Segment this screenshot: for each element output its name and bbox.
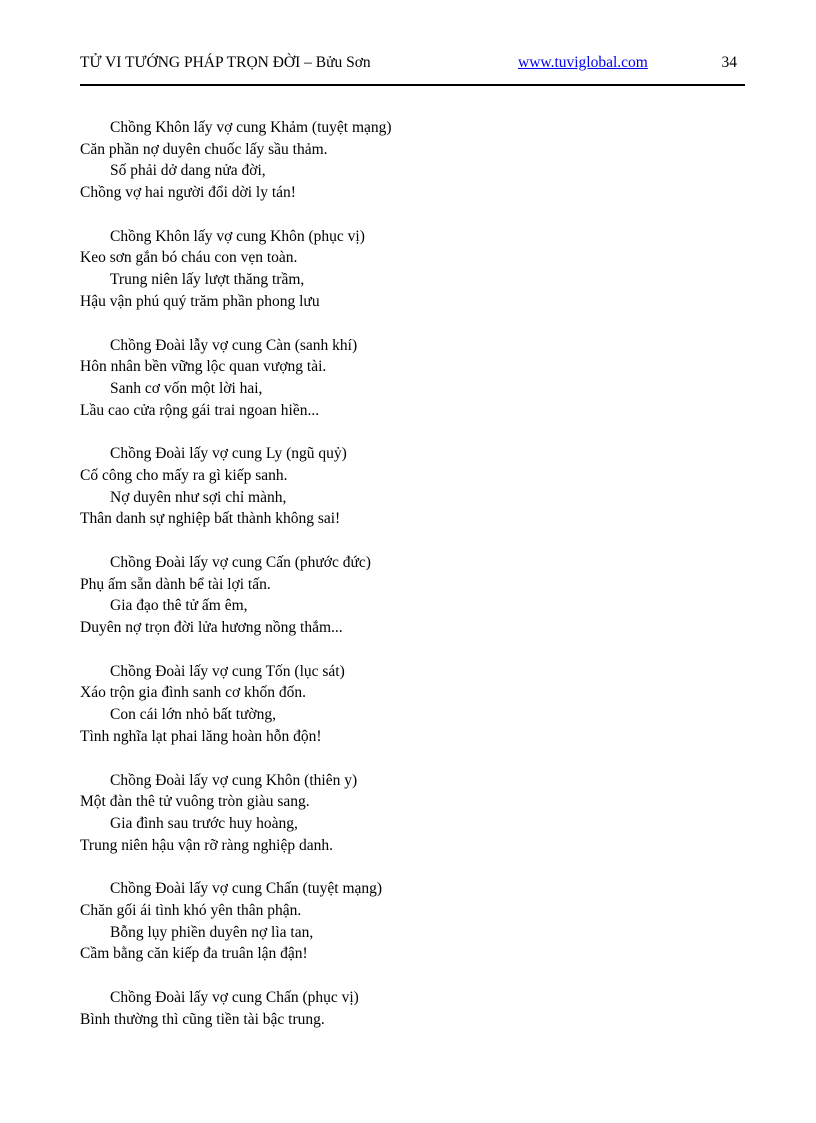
stanza (80, 443, 740, 530)
poem-line: Duyên nợ trọn đời lửa hương nồng thắm... (80, 619, 343, 637)
poem-body (80, 117, 740, 1052)
stanza (80, 335, 740, 422)
poem-line: Chồng Đoài lấy vợ cung Khôn (thiên y) (110, 771, 358, 789)
poem-line: Trung niên lấy lượt thăng trầm, (110, 271, 305, 289)
poem-line: Lầu cao cửa rộng gái trai ngoan hiền... (80, 401, 320, 419)
poem-line: Cố công cho mấy ra gì kiếp sanh. (80, 466, 288, 484)
poem-line: Bỗng lụy phiền duyên nợ lìa tan, (110, 923, 314, 941)
poem-line: Chồng Đoài lẫy vợ cung Càn (sanh khí) (110, 336, 358, 354)
poem-line: Chồng Đoài lấy vợ cung Cấn (phước đức) (110, 554, 371, 571)
poem-line: Chồng Khôn lấy vợ cung Khảm (tuyệt mạng) (110, 119, 392, 136)
poem-line: Cầm bằng căn kiếp đa truân lận đận! (80, 945, 308, 963)
page-header (80, 52, 745, 76)
stanza (80, 661, 740, 748)
header-divider (80, 84, 745, 86)
poem-line: Chồng Đoài lấy vợ cung Ly (ngũ quỷ) (110, 445, 347, 463)
poem-line: Sanh cơ vốn một lời hai, (110, 379, 263, 397)
poem-line: Chăn gối ái tình khó yên thân phận. (80, 901, 302, 919)
poem-line: Tình nghĩa lạt phai lăng hoàn hỗn độn! (80, 727, 322, 745)
poem-line: Gia đình sau trước huy hoàng, (110, 814, 298, 832)
poem-line: Hôn nhân bền vững lộc quan vượng tài. (80, 358, 327, 376)
poem-line: Xáo trộn gia đình sanh cơ khốn đốn. (80, 684, 307, 702)
stanza (80, 117, 740, 204)
poem-line: Hậu vận phú quý trăm phần phong lưu (80, 292, 320, 310)
poem-line: Một đàn thê tử vuông tròn giàu sang. (80, 793, 310, 811)
stanza (80, 878, 740, 965)
stanza (80, 552, 740, 639)
poem-line: Bình thường thì cũng tiền tài bậc trung. (80, 1010, 325, 1028)
poem-line: Số phải dở dang nửa đời, (110, 162, 266, 180)
poem-line: Keo sơn gắn bó cháu con vẹn toàn. (80, 249, 298, 267)
page-number: 34 (721, 54, 737, 71)
poem-line: Chồng Đoài lấy vợ cung Tốn (lục sát) (110, 662, 345, 680)
poem-line: Chồng Khôn lấy vợ cung Khôn (phục vị) (110, 227, 365, 245)
poem-line: Con cái lớn nhỏ bất tường, (110, 706, 276, 724)
stanza (80, 226, 740, 313)
document-title: TỬ VI TƯỚNG PHÁP TRỌN ĐỜI – Bửu Sơn (80, 54, 371, 71)
poem-line: Gia đạo thê tử ấm êm, (110, 597, 248, 615)
stanza (80, 987, 740, 1030)
website-link[interactable]: www.tuviglobal.com (518, 54, 648, 71)
poem-line: Trung niên hậu vận rỡ ràng nghiệp danh. (80, 836, 333, 854)
poem-line: Chồng vợ hai người đổi dời ly tán! (80, 184, 296, 202)
poem-line: Thân danh sự nghiệp bất thành không sai! (80, 510, 341, 528)
stanza (80, 770, 740, 857)
poem-line: Chồng Đoài lấy vợ cung Chấn (tuyệt mạng) (110, 880, 383, 898)
poem-line: Phụ ấm sẵn dành bể tài lợi tấn. (80, 575, 271, 593)
poem-line: Chồng Đoài lấy vợ cung Chấn (phục vị) (110, 989, 359, 1006)
poem-line: Nợ duyên như sợi chỉ mành, (110, 488, 287, 506)
poem-line: Căn phần nợ duyên chuốc lấy sầu thảm. (80, 140, 328, 158)
